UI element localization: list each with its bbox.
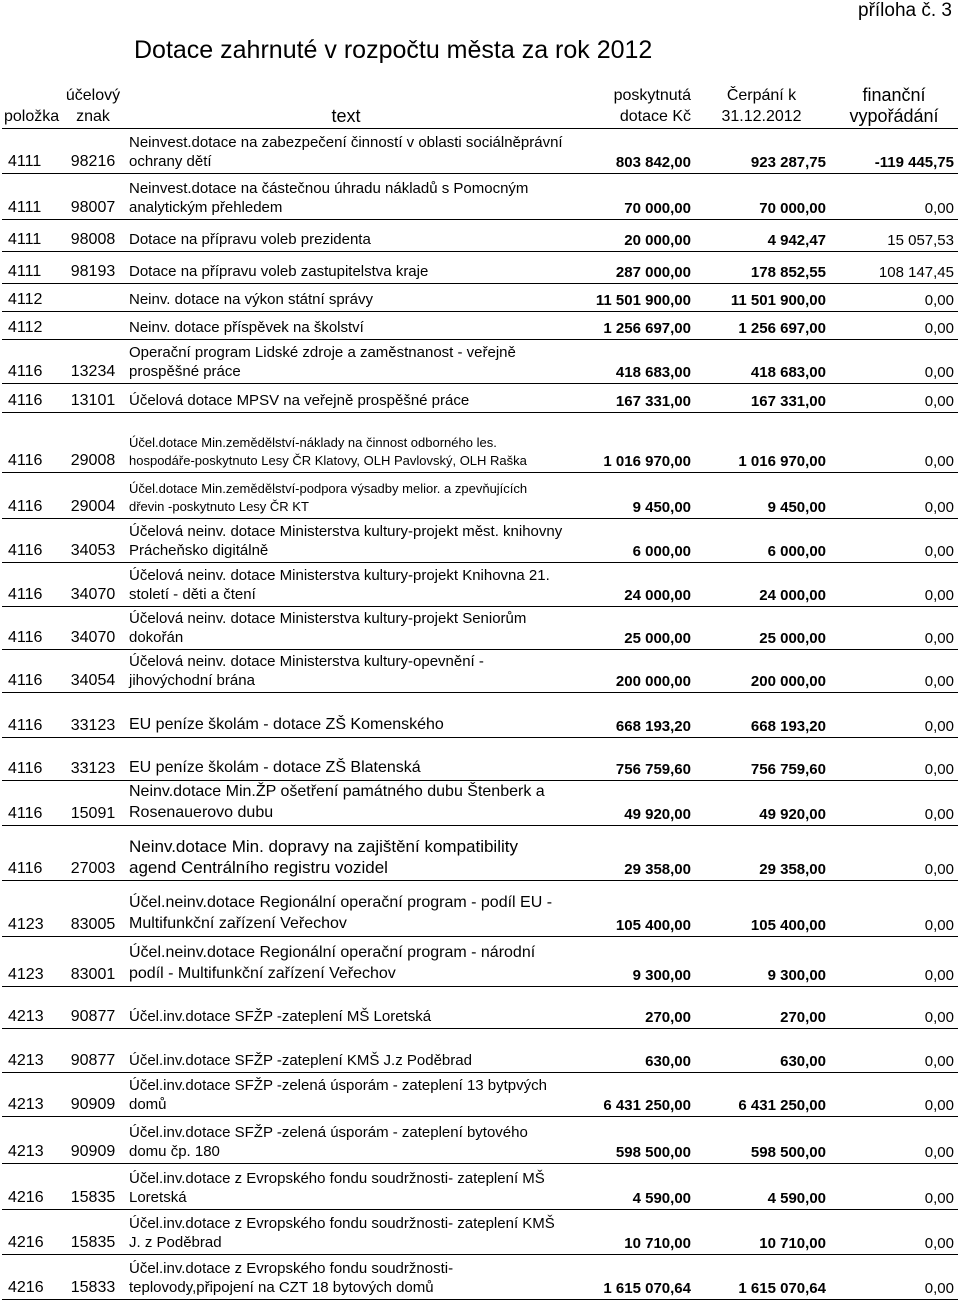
cell-poskytnuta: 20 000,00 [566,219,693,251]
cell-poskytnuta: 29 358,00 [566,825,693,880]
cell-znak: 90877 [60,986,126,1028]
cell-text: EU peníze školám - dotace ZŠ Komenského [126,692,566,737]
cell-znak: 98008 [60,219,126,251]
cell-text: Dotace na přípravu voleb zastupitelstva kraje [126,251,566,283]
table-row [2,128,958,173]
cell-poskytnuta: 200 000,00 [566,649,693,692]
cell-znak: 34070 [60,562,126,606]
table-row [2,283,958,311]
cell-vyporadani: 0,00 [830,1116,958,1163]
cell-znak: 33123 [60,737,126,780]
cell-text: Operační program Lidské zdroje a zaměstnanost - veřejně prospěšné práce [126,339,566,383]
document-title: Dotace zahrnuté v rozpočtu města za rok 2012 [134,36,653,64]
header-polozka: položka [2,84,60,128]
table-row [2,780,958,825]
cell-poskytnuta: 1 615 070,64 [566,1254,693,1299]
cell-znak: 15835 [60,1209,126,1254]
cell-cerpani: 178 852,55 [693,251,830,283]
cell-poskytnuta: 9 300,00 [566,936,693,986]
table-row [2,339,958,383]
header-znak: účelový znak [60,84,126,128]
cell-text: Účel.neinv.dotace Regionální operační program - národní podíl - Multifunkční zařízení Veřechov [126,936,566,986]
cell-text: Neinv. dotace příspěvek na školství [126,311,566,339]
cell-poskytnuta: 167 331,00 [566,383,693,412]
cell-polozka: 4116 [2,649,60,692]
cell-cerpani: 4 590,00 [693,1163,830,1209]
cell-polozka: 4116 [2,780,60,825]
cell-poskytnuta: 9 450,00 [566,472,693,518]
cell-polozka: 4216 [2,1209,60,1254]
table-row [2,880,958,936]
cell-poskytnuta: 4 590,00 [566,1163,693,1209]
cell-cerpani: 630,00 [693,1028,830,1072]
table-row [2,412,958,472]
cell-text: Účel.inv.dotace SFŽP -zateplení MŠ Loretská [126,986,566,1028]
cell-text: Účelová dotace MPSV na veřejně prospěšné práce [126,383,566,412]
cell-cerpani: 105 400,00 [693,880,830,936]
cell-text: Účel.neinv.dotace Regionální operační program - podíl EU - Multifunkční zařízení Veřechov [126,880,566,936]
table-row [2,311,958,339]
cell-text: Neinv.dotace Min. dopravy na zajištění kompatibility agend Centrálního registru vozidel [126,825,566,880]
cell-znak: 90909 [60,1116,126,1163]
cell-poskytnuta: 630,00 [566,1028,693,1072]
cell-znak: 15833 [60,1254,126,1299]
cell-cerpani: 29 358,00 [693,825,830,880]
table-row [2,1028,958,1072]
cell-polozka: 4116 [2,737,60,780]
cell-poskytnuta: 6 431 250,00 [566,1072,693,1116]
cell-znak [60,283,126,311]
cell-cerpani: 9 450,00 [693,472,830,518]
cell-polozka: 4216 [2,1254,60,1299]
cell-polozka: 4111 [2,251,60,283]
cell-cerpani: 6 000,00 [693,518,830,562]
cell-text: Účel.inv.dotace z Evropského fondu soudržnosti- teplovody,připojení na CZT 18 bytových domů [126,1254,566,1299]
annex-label: příloha č. 3 [858,0,952,21]
cell-vyporadani: 0,00 [830,562,958,606]
cell-polozka: 4111 [2,128,60,173]
cell-polozka: 4111 [2,173,60,219]
cell-vyporadani: 0,00 [830,1163,958,1209]
table-row [2,825,958,880]
cell-poskytnuta: 418 683,00 [566,339,693,383]
cell-vyporadani: 0,00 [830,311,958,339]
cell-cerpani: 70 000,00 [693,173,830,219]
cell-vyporadani: 0,00 [830,1209,958,1254]
table-header-row [2,84,958,128]
cell-cerpani: 49 920,00 [693,780,830,825]
cell-text: Neinvest.dotace na zabezpečení činností v oblasti sociálněprávní ochrany dětí [126,128,566,173]
header-vyporadani: finanční vypořádání [830,84,958,128]
cell-polozka: 4116 [2,606,60,649]
table-row [2,692,958,737]
cell-polozka: 4116 [2,825,60,880]
cell-cerpani: 24 000,00 [693,562,830,606]
table-body [2,128,958,1299]
cell-text: Účel.inv.dotace z Evropského fondu soudržnosti- zateplení MŠ Loretská [126,1163,566,1209]
cell-znak: 83005 [60,880,126,936]
header-text: text [126,84,566,128]
cell-vyporadani: 0,00 [830,1072,958,1116]
cell-znak: 15091 [60,780,126,825]
cell-text: EU peníze školám - dotace ZŠ Blatenská [126,737,566,780]
cell-znak: 33123 [60,692,126,737]
cell-polozka: 4213 [2,1116,60,1163]
cell-polozka: 4216 [2,1163,60,1209]
cell-polozka: 4111 [2,219,60,251]
table-row [2,1254,958,1299]
cell-znak: 34053 [60,518,126,562]
cell-vyporadani: 0,00 [830,692,958,737]
cell-polozka: 4123 [2,880,60,936]
cell-cerpani: 200 000,00 [693,649,830,692]
header-poskytnuta: poskytnutá dotace Kč [566,84,693,128]
cell-polozka: 4116 [2,692,60,737]
cell-text: Účelová neinv. dotace Ministerstva kultury-projekt Knihovna 21. století - děti a čtení [126,562,566,606]
cell-cerpani: 6 431 250,00 [693,1072,830,1116]
cell-cerpani: 1 016 970,00 [693,412,830,472]
cell-vyporadani: 15 057,53 [830,219,958,251]
cell-vyporadani: 0,00 [830,1028,958,1072]
cell-polozka: 4116 [2,562,60,606]
cell-text: Neinv.dotace Min.ŽP ošetření památného dubu Štenberk a Rosenauerovo dubu [126,780,566,825]
table-row [2,383,958,412]
cell-poskytnuta: 70 000,00 [566,173,693,219]
cell-text: Účelová neinv. dotace Ministerstva kultury-projekt Seniorům dokořán [126,606,566,649]
cell-polozka: 4213 [2,986,60,1028]
cell-vyporadani: 0,00 [830,880,958,936]
cell-vyporadani: 0,00 [830,283,958,311]
cell-vyporadani: 108 147,45 [830,251,958,283]
cell-poskytnuta: 105 400,00 [566,880,693,936]
table-row [2,472,958,518]
cell-vyporadani: 0,00 [830,649,958,692]
cell-text: Účel.dotace Min.zemědělství-náklady na činnost odborného les. hospodáře-poskytnuto Lesy ČR Klatovy, OLH Pavlovský, OLH Raška [126,412,566,472]
cell-vyporadani: -119 445,75 [830,128,958,173]
subsidy-table [2,84,958,1300]
cell-znak: 13101 [60,383,126,412]
cell-text: Účelová neinv. dotace Ministerstva kultury-opevnění - jihovýchodní brána [126,649,566,692]
cell-znak: 34054 [60,649,126,692]
table-row [2,562,958,606]
cell-cerpani: 418 683,00 [693,339,830,383]
cell-poskytnuta: 270,00 [566,986,693,1028]
cell-poskytnuta: 25 000,00 [566,606,693,649]
cell-poskytnuta: 49 920,00 [566,780,693,825]
cell-polozka: 4116 [2,472,60,518]
cell-znak: 98216 [60,128,126,173]
cell-znak: 29008 [60,412,126,472]
table-row [2,1072,958,1116]
cell-cerpani: 4 942,47 [693,219,830,251]
cell-poskytnuta: 756 759,60 [566,737,693,780]
table-row [2,1209,958,1254]
cell-vyporadani: 0,00 [830,518,958,562]
cell-cerpani: 11 501 900,00 [693,283,830,311]
cell-poskytnuta: 11 501 900,00 [566,283,693,311]
cell-vyporadani: 0,00 [830,412,958,472]
cell-text: Účel.inv.dotace SFŽP -zelená úsporám - zateplení 13 bytpvých domů [126,1072,566,1116]
cell-vyporadani: 0,00 [830,986,958,1028]
cell-cerpani: 923 287,75 [693,128,830,173]
cell-polozka: 4213 [2,1072,60,1116]
table-row [2,1163,958,1209]
cell-vyporadani: 0,00 [830,1254,958,1299]
cell-poskytnuta: 668 193,20 [566,692,693,737]
cell-text: Účelová neinv. dotace Ministerstva kultury-projekt měst. knihovny Prácheňsko digitálně [126,518,566,562]
cell-znak: 83001 [60,936,126,986]
cell-vyporadani: 0,00 [830,825,958,880]
cell-poskytnuta: 10 710,00 [566,1209,693,1254]
table-row [2,251,958,283]
table-row [2,219,958,251]
cell-cerpani: 25 000,00 [693,606,830,649]
cell-poskytnuta: 1 256 697,00 [566,311,693,339]
cell-znak: 13234 [60,339,126,383]
cell-polozka: 4112 [2,311,60,339]
cell-text: Účel.inv.dotace SFŽP -zateplení KMŠ J.z Poděbrad [126,1028,566,1072]
cell-cerpani: 167 331,00 [693,383,830,412]
cell-vyporadani: 0,00 [830,472,958,518]
cell-poskytnuta: 6 000,00 [566,518,693,562]
cell-vyporadani: 0,00 [830,606,958,649]
cell-cerpani: 10 710,00 [693,1209,830,1254]
cell-znak: 34070 [60,606,126,649]
cell-text: Dotace na přípravu voleb prezidenta [126,219,566,251]
cell-poskytnuta: 24 000,00 [566,562,693,606]
cell-znak: 98193 [60,251,126,283]
cell-vyporadani: 0,00 [830,339,958,383]
cell-polozka: 4116 [2,383,60,412]
cell-text: Účel.dotace Min.zemědělství-podpora výsadby melior. a zpevňujících dřevin -poskytnuto Lesy ČR KT [126,472,566,518]
table-row [2,986,958,1028]
cell-poskytnuta: 1 016 970,00 [566,412,693,472]
cell-cerpani: 270,00 [693,986,830,1028]
cell-poskytnuta: 598 500,00 [566,1116,693,1163]
cell-cerpani: 9 300,00 [693,936,830,986]
cell-znak [60,311,126,339]
cell-znak: 98007 [60,173,126,219]
cell-text: Účel.inv.dotace SFŽP -zelená úsporám - zateplení bytového domu čp. 180 [126,1116,566,1163]
cell-vyporadani: 0,00 [830,383,958,412]
table-row [2,649,958,692]
cell-cerpani: 756 759,60 [693,737,830,780]
header-cerpani: Čerpání k 31.12.2012 [693,84,830,128]
table-row [2,606,958,649]
cell-znak: 29004 [60,472,126,518]
cell-text: Neinvest.dotace na částečnou úhradu nákladů s Pomocným analytickým přehledem [126,173,566,219]
cell-text: Neinv. dotace na výkon státní správy [126,283,566,311]
cell-znak: 27003 [60,825,126,880]
table-row [2,936,958,986]
cell-znak: 15835 [60,1163,126,1209]
cell-cerpani: 1 256 697,00 [693,311,830,339]
cell-polozka: 4116 [2,412,60,472]
cell-polozka: 4213 [2,1028,60,1072]
cell-cerpani: 598 500,00 [693,1116,830,1163]
cell-cerpani: 1 615 070,64 [693,1254,830,1299]
cell-vyporadani: 0,00 [830,737,958,780]
cell-znak: 90909 [60,1072,126,1116]
cell-poskytnuta: 803 842,00 [566,128,693,173]
table-row [2,518,958,562]
cell-vyporadani: 0,00 [830,780,958,825]
cell-polozka: 4123 [2,936,60,986]
cell-znak: 90877 [60,1028,126,1072]
cell-vyporadani: 0,00 [830,173,958,219]
cell-vyporadani: 0,00 [830,936,958,986]
table-row [2,173,958,219]
cell-polozka: 4116 [2,339,60,383]
table-row [2,737,958,780]
cell-text: Účel.inv.dotace z Evropského fondu soudržnosti- zateplení KMŠ J. z Poděbrad [126,1209,566,1254]
cell-polozka: 4116 [2,518,60,562]
cell-poskytnuta: 287 000,00 [566,251,693,283]
table-row [2,1116,958,1163]
cell-polozka: 4112 [2,283,60,311]
cell-cerpani: 668 193,20 [693,692,830,737]
